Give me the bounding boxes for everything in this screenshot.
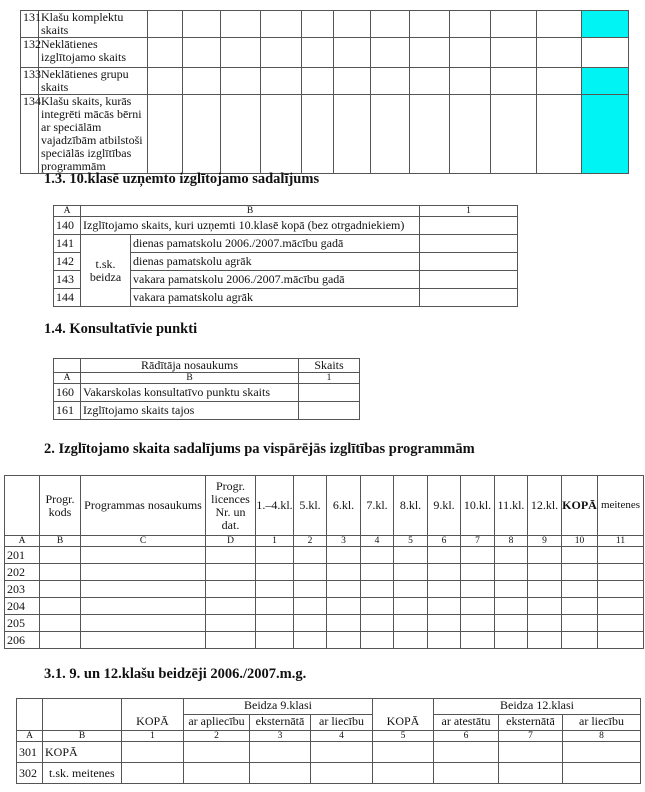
table-1-3 bbox=[53, 205, 518, 307]
input-cell[interactable] bbox=[428, 632, 461, 649]
input-cell[interactable] bbox=[206, 615, 256, 632]
input-cell[interactable] bbox=[598, 598, 644, 615]
input-cell[interactable] bbox=[491, 95, 537, 174]
input-cell[interactable] bbox=[598, 547, 644, 564]
input-cell[interactable] bbox=[148, 11, 183, 38]
input-cell[interactable] bbox=[184, 763, 250, 784]
input-cell[interactable] bbox=[371, 68, 410, 95]
header-cell: Progr. licences Nr. un dat. bbox=[206, 476, 256, 536]
sub-header: eksternātā bbox=[499, 715, 563, 731]
table-row bbox=[54, 402, 360, 420]
input-cell[interactable] bbox=[183, 38, 221, 68]
input-cell[interactable] bbox=[184, 742, 250, 763]
input-cell[interactable] bbox=[334, 11, 371, 38]
corner-cell bbox=[17, 699, 43, 731]
input-cell[interactable] bbox=[81, 615, 206, 632]
input-cell[interactable] bbox=[461, 547, 495, 564]
sub-header: ar liecību bbox=[563, 715, 641, 731]
input-cell[interactable] bbox=[40, 632, 81, 649]
row-label: vakara pamatskolu 2006./2007.mācību gadā bbox=[131, 271, 420, 289]
row-label: Neklātienes grupu skaits bbox=[39, 68, 148, 95]
input-cell[interactable] bbox=[373, 742, 434, 763]
input-cell[interactable] bbox=[334, 68, 371, 95]
corner-cell bbox=[43, 699, 122, 731]
col-code: 5 bbox=[373, 731, 434, 742]
row-code: 134 bbox=[21, 95, 39, 174]
header-cell: 7.kl. bbox=[361, 476, 394, 536]
input-cell[interactable] bbox=[495, 581, 528, 598]
input-cell[interactable] bbox=[537, 38, 582, 68]
row-label: Klašu skaits, kurās integrēti mācās bērni ar speciālām vajadzībām atbilstoši speciālās izglītības programmām bbox=[39, 95, 148, 174]
input-cell[interactable] bbox=[537, 68, 582, 95]
table-row bbox=[17, 742, 641, 763]
input-cell[interactable] bbox=[256, 615, 294, 632]
input-cell[interactable] bbox=[334, 38, 371, 68]
col-code: 3 bbox=[250, 731, 311, 742]
input-cell[interactable] bbox=[256, 598, 294, 615]
row-code: 132 bbox=[21, 38, 39, 68]
table-3-1 bbox=[16, 698, 641, 784]
input-cell[interactable] bbox=[122, 763, 184, 784]
input-cell[interactable] bbox=[434, 742, 499, 763]
input-cell[interactable] bbox=[361, 615, 394, 632]
table-row bbox=[5, 581, 644, 598]
input-cell[interactable] bbox=[261, 11, 302, 38]
input-cell[interactable] bbox=[294, 547, 327, 564]
row-code: 203 bbox=[5, 581, 40, 598]
table-row bbox=[5, 598, 644, 615]
input-cell[interactable] bbox=[183, 68, 221, 95]
input-cell[interactable] bbox=[491, 11, 537, 38]
header-cell bbox=[5, 476, 40, 536]
input-cell[interactable] bbox=[410, 68, 450, 95]
table-row bbox=[5, 632, 644, 649]
header-row bbox=[5, 476, 644, 536]
col-header-1: 1 bbox=[299, 373, 360, 384]
row-label: vakara pamatskolu agrāk bbox=[131, 289, 420, 307]
input-cell[interactable] bbox=[528, 581, 562, 598]
input-cell[interactable] bbox=[361, 598, 394, 615]
sub-header: KOPĀ bbox=[122, 715, 184, 731]
header-name: Rādītāja nosaukums bbox=[81, 359, 299, 373]
input-cell[interactable] bbox=[311, 742, 373, 763]
section-title-2: 2. Izglītojamo skaita sadalījums pa vispārējās izglītības programmām bbox=[44, 441, 475, 457]
input-cell[interactable] bbox=[148, 68, 183, 95]
input-cell[interactable] bbox=[294, 615, 327, 632]
col-code: 6 bbox=[434, 731, 499, 742]
input-cell[interactable] bbox=[528, 615, 562, 632]
input-cell[interactable] bbox=[81, 581, 206, 598]
highlighted-cell bbox=[582, 11, 629, 38]
col-code: B bbox=[43, 731, 122, 742]
input-cell[interactable] bbox=[394, 547, 428, 564]
table-row bbox=[17, 763, 641, 784]
header-cell: 1.–4.kl. bbox=[256, 476, 294, 536]
input-cell[interactable] bbox=[250, 763, 311, 784]
input-cell[interactable] bbox=[495, 547, 528, 564]
input-cell[interactable] bbox=[428, 581, 461, 598]
input-cell[interactable] bbox=[450, 68, 491, 95]
input-cell[interactable] bbox=[40, 547, 81, 564]
input-cell[interactable] bbox=[495, 598, 528, 615]
input-cell[interactable] bbox=[562, 615, 598, 632]
row-label: t.sk. meitenes bbox=[43, 763, 122, 784]
header-cell: 10.kl. bbox=[461, 476, 495, 536]
input-cell[interactable] bbox=[495, 564, 528, 581]
input-cell[interactable] bbox=[394, 598, 428, 615]
input-cell[interactable] bbox=[371, 11, 410, 38]
input-cell[interactable] bbox=[394, 581, 428, 598]
col-code: 9 bbox=[528, 536, 562, 547]
input-cell[interactable] bbox=[563, 763, 641, 784]
sub-header: KOPĀ bbox=[373, 715, 434, 731]
input-cell[interactable] bbox=[491, 38, 537, 68]
table-row bbox=[54, 217, 518, 235]
input-cell[interactable] bbox=[528, 547, 562, 564]
input-cell[interactable] bbox=[495, 632, 528, 649]
table-row bbox=[21, 38, 629, 68]
input-cell[interactable] bbox=[40, 581, 81, 598]
input-cell[interactable] bbox=[428, 564, 461, 581]
col-code: 7 bbox=[461, 536, 495, 547]
col-code: A bbox=[5, 536, 40, 547]
row-code: 160 bbox=[54, 384, 81, 402]
input-cell[interactable] bbox=[122, 742, 184, 763]
col-code: 1 bbox=[256, 536, 294, 547]
group-label: t.sk. beidza bbox=[81, 235, 131, 307]
input-cell[interactable] bbox=[261, 95, 302, 174]
input-cell[interactable] bbox=[461, 581, 495, 598]
row-code: 143 bbox=[54, 271, 81, 289]
col-code: 4 bbox=[361, 536, 394, 547]
header-cell: 8.kl. bbox=[394, 476, 428, 536]
input-cell[interactable] bbox=[256, 581, 294, 598]
input-cell[interactable] bbox=[420, 289, 518, 307]
input-cell[interactable] bbox=[562, 581, 598, 598]
header-cell: 5.kl. bbox=[294, 476, 327, 536]
input-cell[interactable] bbox=[327, 615, 361, 632]
row-code: 206 bbox=[5, 632, 40, 649]
col-code: 3 bbox=[327, 536, 361, 547]
group-header-12: Beidza 12.klasi bbox=[434, 699, 641, 715]
input-cell[interactable] bbox=[299, 402, 360, 420]
row-label: dienas pamatskolu agrāk bbox=[131, 253, 420, 271]
input-cell[interactable] bbox=[528, 598, 562, 615]
input-cell[interactable] bbox=[394, 564, 428, 581]
row-code: 141 bbox=[54, 235, 81, 253]
input-cell[interactable] bbox=[294, 564, 327, 581]
table-row bbox=[21, 11, 629, 38]
input-cell[interactable] bbox=[371, 95, 410, 174]
input-cell[interactable] bbox=[148, 38, 183, 68]
sub-header: ar apliecību bbox=[184, 715, 250, 731]
col-code: 2 bbox=[184, 731, 250, 742]
row-code: 202 bbox=[5, 564, 40, 581]
input-cell[interactable] bbox=[562, 564, 598, 581]
table-row bbox=[21, 95, 629, 174]
row-code: 142 bbox=[54, 253, 81, 271]
input-cell[interactable] bbox=[410, 11, 450, 38]
col-header-b: B bbox=[81, 206, 420, 217]
input-cell[interactable] bbox=[361, 547, 394, 564]
sub-header: eksternātā bbox=[250, 715, 311, 731]
row-code: 144 bbox=[54, 289, 81, 307]
row-code: 301 bbox=[17, 742, 43, 763]
input-cell[interactable] bbox=[361, 581, 394, 598]
table-row bbox=[54, 235, 518, 253]
input-cell[interactable] bbox=[428, 598, 461, 615]
input-cell[interactable] bbox=[537, 11, 582, 38]
col-code: 11 bbox=[598, 536, 644, 547]
col-code: 2 bbox=[294, 536, 327, 547]
input-cell[interactable] bbox=[495, 615, 528, 632]
row-code: 133 bbox=[21, 68, 39, 95]
input-cell[interactable] bbox=[598, 581, 644, 598]
input-cell[interactable] bbox=[294, 598, 327, 615]
input-cell[interactable] bbox=[394, 615, 428, 632]
col-code: A bbox=[17, 731, 43, 742]
input-cell[interactable] bbox=[81, 547, 206, 564]
section-title-3-1: 3.1. 9. un 12.klašu beidzēji 2006./2007.m.g. bbox=[44, 666, 307, 682]
row-label: Izglītojamo skaits tajos bbox=[81, 402, 299, 420]
header-cell: KOPĀ bbox=[562, 476, 598, 536]
input-cell[interactable] bbox=[299, 384, 360, 402]
row-label: Neklātienes izglītojamo skaits bbox=[39, 38, 148, 68]
input-cell[interactable] bbox=[206, 581, 256, 598]
group-spacer bbox=[373, 699, 434, 715]
input-cell[interactable] bbox=[206, 564, 256, 581]
col-code: 7 bbox=[499, 731, 563, 742]
input-cell[interactable] bbox=[294, 581, 327, 598]
code-row bbox=[5, 536, 644, 547]
col-code: 8 bbox=[563, 731, 641, 742]
input-cell[interactable] bbox=[261, 38, 302, 68]
input-cell[interactable] bbox=[327, 564, 361, 581]
input-cell[interactable] bbox=[40, 615, 81, 632]
input-cell[interactable] bbox=[327, 581, 361, 598]
row-code: 161 bbox=[54, 402, 81, 420]
col-code: 10 bbox=[562, 536, 598, 547]
input-cell[interactable] bbox=[434, 763, 499, 784]
col-header-1: 1 bbox=[420, 206, 518, 217]
input-cell[interactable] bbox=[256, 632, 294, 649]
row-code: 204 bbox=[5, 598, 40, 615]
input-cell[interactable] bbox=[221, 38, 261, 68]
input-cell[interactable] bbox=[183, 11, 221, 38]
input-cell[interactable] bbox=[261, 68, 302, 95]
input-cell[interactable] bbox=[428, 547, 461, 564]
input-cell[interactable] bbox=[327, 547, 361, 564]
input-cell[interactable] bbox=[183, 95, 221, 174]
indicator-table-top bbox=[20, 10, 629, 174]
input-cell[interactable] bbox=[410, 38, 450, 68]
header-cell: Progr. kods bbox=[40, 476, 81, 536]
section-title-1-4: 1.4. Konsultatīvie punkti bbox=[44, 321, 198, 337]
input-cell[interactable] bbox=[582, 38, 629, 68]
input-cell[interactable] bbox=[537, 95, 582, 174]
input-cell[interactable] bbox=[420, 253, 518, 271]
input-cell[interactable] bbox=[256, 547, 294, 564]
input-cell[interactable] bbox=[373, 763, 434, 784]
row-code: 302 bbox=[17, 763, 43, 784]
input-cell[interactable] bbox=[598, 564, 644, 581]
input-cell[interactable] bbox=[420, 235, 518, 253]
input-cell[interactable] bbox=[81, 632, 206, 649]
input-cell[interactable] bbox=[302, 68, 334, 95]
section-title-1-3: 1.3. 10.klasē uzņemto izglītojamo sadalījums bbox=[44, 171, 320, 187]
input-cell[interactable] bbox=[81, 564, 206, 581]
input-cell[interactable] bbox=[148, 95, 183, 174]
row-label: dienas pamatskolu 2006./2007.mācību gadā bbox=[131, 235, 420, 253]
col-code: 4 bbox=[311, 731, 373, 742]
input-cell[interactable] bbox=[598, 632, 644, 649]
input-cell[interactable] bbox=[256, 564, 294, 581]
col-header-a: A bbox=[54, 373, 81, 384]
input-cell[interactable] bbox=[327, 598, 361, 615]
row-label: Vakarskolas konsultatīvo punktu skaits bbox=[81, 384, 299, 402]
input-cell[interactable] bbox=[461, 615, 495, 632]
input-cell[interactable] bbox=[562, 632, 598, 649]
input-cell[interactable] bbox=[206, 632, 256, 649]
input-cell[interactable] bbox=[562, 547, 598, 564]
col-header-b: B bbox=[81, 373, 299, 384]
col-code: 1 bbox=[122, 731, 184, 742]
input-cell[interactable] bbox=[361, 564, 394, 581]
col-code: B bbox=[40, 536, 81, 547]
col-code: D bbox=[206, 536, 256, 547]
input-cell[interactable] bbox=[302, 95, 334, 174]
table-row bbox=[5, 615, 644, 632]
row-code: 140 bbox=[54, 217, 81, 235]
header-cell: 12.kl. bbox=[528, 476, 562, 536]
input-cell[interactable] bbox=[598, 615, 644, 632]
input-cell[interactable] bbox=[40, 598, 81, 615]
input-cell[interactable] bbox=[40, 564, 81, 581]
input-cell[interactable] bbox=[221, 68, 261, 95]
row-code: 205 bbox=[5, 615, 40, 632]
input-cell[interactable] bbox=[420, 217, 518, 235]
input-cell[interactable] bbox=[361, 632, 394, 649]
input-cell[interactable] bbox=[428, 615, 461, 632]
input-cell[interactable] bbox=[450, 38, 491, 68]
input-cell[interactable] bbox=[528, 632, 562, 649]
header-cell: meitenes bbox=[598, 476, 644, 536]
input-cell[interactable] bbox=[334, 95, 371, 174]
input-cell[interactable] bbox=[562, 598, 598, 615]
sub-header: ar liecību bbox=[311, 715, 373, 731]
input-cell[interactable] bbox=[311, 763, 373, 784]
table-row bbox=[21, 68, 629, 95]
input-cell[interactable] bbox=[410, 95, 450, 174]
header-cell: Programmas nosaukums bbox=[81, 476, 206, 536]
input-cell[interactable] bbox=[206, 547, 256, 564]
input-cell[interactable] bbox=[221, 95, 261, 174]
input-cell[interactable] bbox=[528, 564, 562, 581]
row-code: 131 bbox=[21, 11, 39, 38]
highlighted-cell bbox=[582, 95, 629, 174]
highlighted-cell bbox=[582, 68, 629, 95]
input-cell[interactable] bbox=[563, 742, 641, 763]
header-cell: 9.kl. bbox=[428, 476, 461, 536]
table-2 bbox=[4, 475, 644, 649]
header-cell: 6.kl. bbox=[327, 476, 361, 536]
input-cell[interactable] bbox=[499, 763, 563, 784]
header-cell: 11.kl. bbox=[495, 476, 528, 536]
input-cell[interactable] bbox=[461, 598, 495, 615]
col-code: 5 bbox=[394, 536, 428, 547]
table-row bbox=[5, 547, 644, 564]
input-cell[interactable] bbox=[461, 632, 495, 649]
input-cell[interactable] bbox=[302, 11, 334, 38]
col-code: 6 bbox=[428, 536, 461, 547]
input-cell[interactable] bbox=[327, 632, 361, 649]
input-cell[interactable] bbox=[250, 742, 311, 763]
table-1-4 bbox=[53, 358, 360, 420]
input-cell[interactable] bbox=[450, 11, 491, 38]
input-cell[interactable] bbox=[450, 95, 491, 174]
row-label: Izglītojamo skaits, kuri uzņemti 10.klasē kopā (bez otrgadniekiem) bbox=[81, 217, 420, 235]
col-code: C bbox=[81, 536, 206, 547]
col-code: 8 bbox=[495, 536, 528, 547]
input-cell[interactable] bbox=[491, 68, 537, 95]
input-cell[interactable] bbox=[394, 632, 428, 649]
corner-cell bbox=[54, 359, 81, 373]
row-label: Klašu komplektu skaits bbox=[39, 11, 148, 38]
group-spacer bbox=[122, 699, 184, 715]
input-cell[interactable] bbox=[206, 598, 256, 615]
input-cell[interactable] bbox=[81, 598, 206, 615]
input-cell[interactable] bbox=[221, 11, 261, 38]
group-header-9: Beidza 9.klasi bbox=[184, 699, 373, 715]
input-cell[interactable] bbox=[499, 742, 563, 763]
table-row bbox=[54, 384, 360, 402]
input-cell[interactable] bbox=[371, 38, 410, 68]
row-label: KOPĀ bbox=[43, 742, 122, 763]
row-code: 201 bbox=[5, 547, 40, 564]
header-count: Skaits bbox=[299, 359, 360, 373]
sub-header: ar atestātu bbox=[434, 715, 499, 731]
input-cell[interactable] bbox=[302, 38, 334, 68]
table-row bbox=[5, 564, 644, 581]
input-cell[interactable] bbox=[294, 632, 327, 649]
input-cell[interactable] bbox=[420, 271, 518, 289]
input-cell[interactable] bbox=[461, 564, 495, 581]
col-header-a: A bbox=[54, 206, 81, 217]
